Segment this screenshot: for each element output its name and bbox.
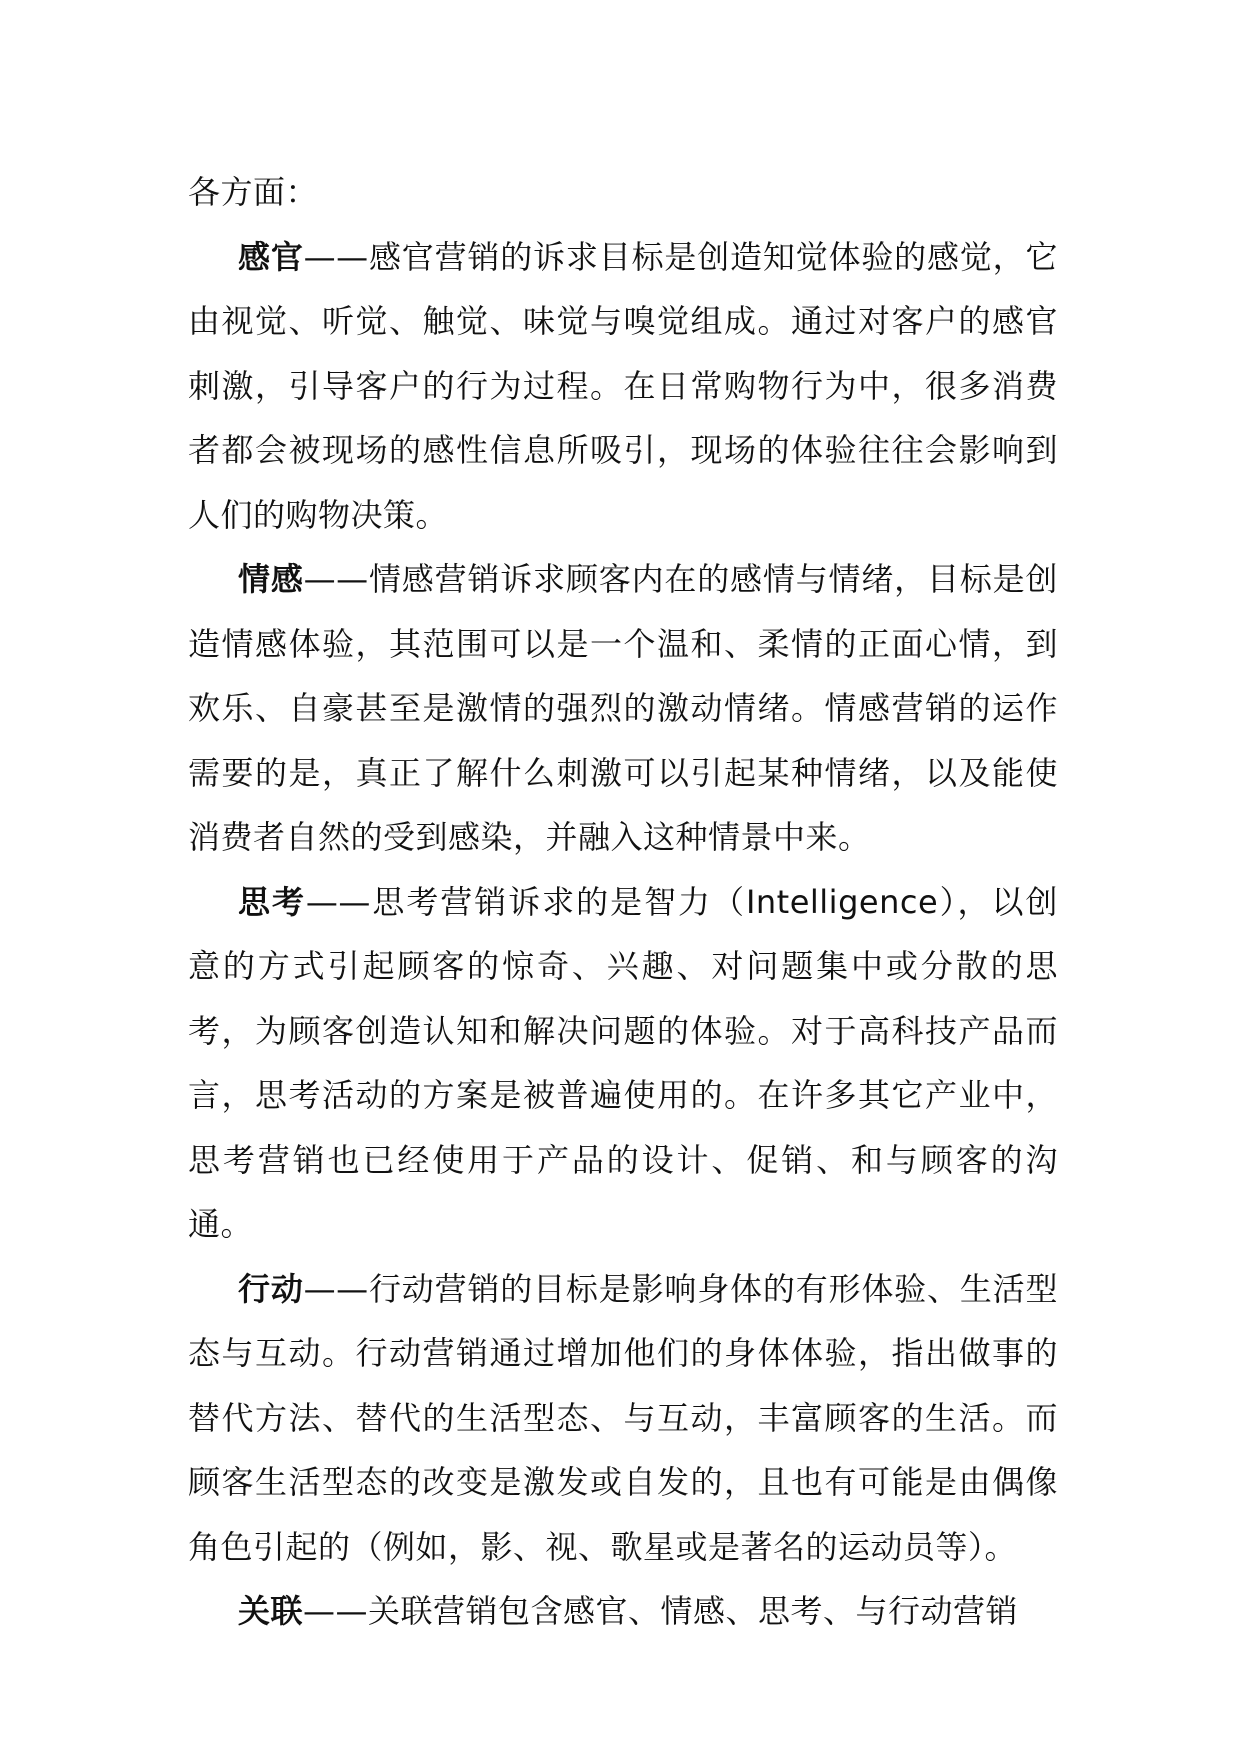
- paragraph-emotion: [188, 547, 1058, 870]
- paragraph-act-text: ——行动营销的目标是影响身体的有形体验、生活型态与互动。行动营销通过增加他们的身体体验，指出做事的替代方法、替代的生活型态、与互动，丰富顾客的生活。而顾客生活型态的改变是激发或自发的，且也有可能是由偶像角色引起的（例如，影、视、歌星或是著名的运动员等）。: [188, 1269, 1058, 1566]
- paragraph-think: [188, 870, 1058, 1257]
- intro-line: 各方面：: [188, 173, 319, 211]
- paragraph-relate: [188, 1579, 1058, 1644]
- paragraph-sensory: [188, 225, 1058, 548]
- body-text: [188, 160, 1058, 1644]
- term-sensory: 感官: [238, 237, 304, 276]
- term-emotion: 情感: [238, 560, 304, 598]
- term-act: 行动: [238, 1269, 304, 1308]
- paragraph-emotion-text: ——情感营销诉求顾客内在的感情与情绪，目标是创造情感体验，其范围可以是一个温和、柔情的正面心情，到欢乐、自豪甚至是激情的强烈的激动情绪。情感营销的运作需要的是，真正了解什么刺激可以引起某种情绪，以及能使消费者自然的受到感染，并融入这种情景中来。: [188, 560, 1058, 856]
- paragraph-relate-text: ——关联营销包含感官、情感、思考、与行动营销: [303, 1592, 1019, 1630]
- term-think: 思考: [238, 882, 306, 921]
- paragraph-act: [188, 1257, 1058, 1580]
- paragraph-sensory-text: ——感官营销的诉求目标是创造知觉体验的感觉，它由视觉、听觉、触觉、味觉与嗅觉组成。通过对客户的感官刺激，引导客户的行为过程。在日常购物行为中，很多消费者都会被现场的感性信息所吸引，现场的体验往往会影响到人们的购物决策。: [188, 237, 1058, 534]
- paragraph-think-text: ——思考营销诉求的是智力（Intelligence），以创意的方式引起顾客的惊奇、兴趣、对问题集中或分散的思考，为顾客创造认知和解决问题的体验。对于高科技产品而言，思考活动的方案是被普遍使用的。在许多其它产业中，思考营销也已经使用于产品的设计、促销、和与顾客的沟通。: [188, 882, 1058, 1243]
- term-relate: 关联: [238, 1592, 304, 1630]
